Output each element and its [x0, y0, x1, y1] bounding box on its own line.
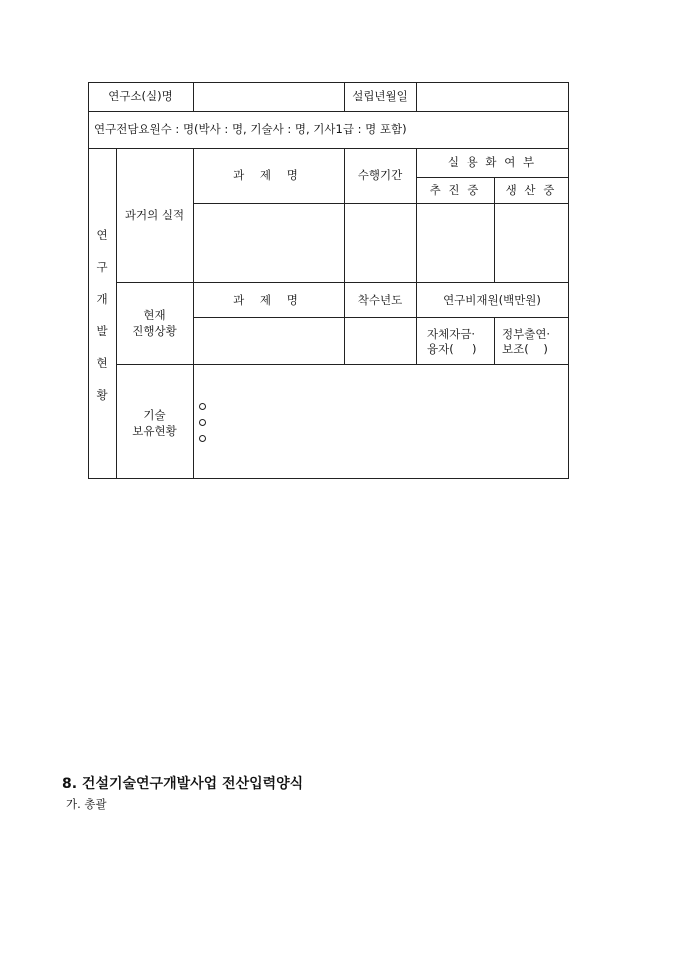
bullet-icon: [199, 403, 206, 410]
in-production-header: 생 산 중: [505, 183, 557, 197]
table-rule: [88, 148, 569, 149]
research-funding-header: 연구비재원(백만원): [443, 293, 541, 307]
subheading: 가. 총괄: [66, 797, 107, 811]
table-rule: [193, 203, 569, 204]
section-label-char: 발: [96, 324, 108, 338]
current-progress-label-line1: 현재: [143, 308, 166, 322]
self-funding-loan-line1: 자체자금·: [427, 327, 476, 341]
tech-holdings-label-line1: 기술: [143, 408, 166, 422]
bullet-icon: [199, 419, 206, 426]
table-rule: [88, 82, 569, 83]
current-task-name-header: 과 제 명: [233, 293, 304, 307]
in-progress-header: 추 진 중: [429, 183, 481, 197]
table-rule: [116, 364, 569, 365]
table-rule: [116, 282, 569, 283]
section-label-char: 황: [96, 388, 108, 402]
section-label-char: 개: [96, 292, 108, 306]
table-rule: [416, 148, 417, 364]
table-rule: [193, 82, 194, 111]
tech-holdings-label-line2: 보유현황: [132, 424, 177, 438]
section-label-char: 연: [96, 228, 108, 242]
table-rule: [568, 82, 569, 479]
government-funding-line1: 정부출연·: [502, 327, 551, 341]
institute-name-label: 연구소(실)명: [108, 89, 173, 103]
bullet-icon: [199, 435, 206, 442]
section-label-char: 현: [96, 356, 108, 370]
start-year-header: 착수년도: [357, 293, 403, 307]
self-funding-loan-line2: 융자( ): [427, 342, 477, 356]
table-rule: [416, 177, 569, 178]
table-rule: [88, 111, 569, 112]
table-rule: [193, 148, 194, 479]
execution-period-header: 수행기간: [357, 168, 403, 182]
rnd-status-form-table: [88, 82, 569, 479]
section-label-char: 구: [96, 260, 108, 274]
section-heading: 8. 건설기술연구개발사업 전산입력양식: [62, 776, 304, 792]
government-funding-line2: 보조( ): [502, 342, 548, 356]
past-task-name-header: 과 제 명: [233, 168, 304, 182]
table-rule: [494, 317, 495, 364]
table-rule: [88, 478, 569, 479]
practical-use-header: 실 용 화 여 부: [447, 155, 537, 169]
table-rule: [193, 317, 569, 318]
current-progress-label-line2: 진행상황: [132, 324, 177, 338]
past-achievements-label: 과거의 실적: [124, 208, 185, 222]
table-rule: [88, 82, 89, 479]
founding-date-label: 설립년월일: [352, 89, 408, 103]
table-rule: [416, 82, 417, 111]
research-staff-count-row: 연구전담요원수 : 명(박사 : 명, 기술사 : 명, 기사1급 : 명 포함): [94, 122, 407, 136]
